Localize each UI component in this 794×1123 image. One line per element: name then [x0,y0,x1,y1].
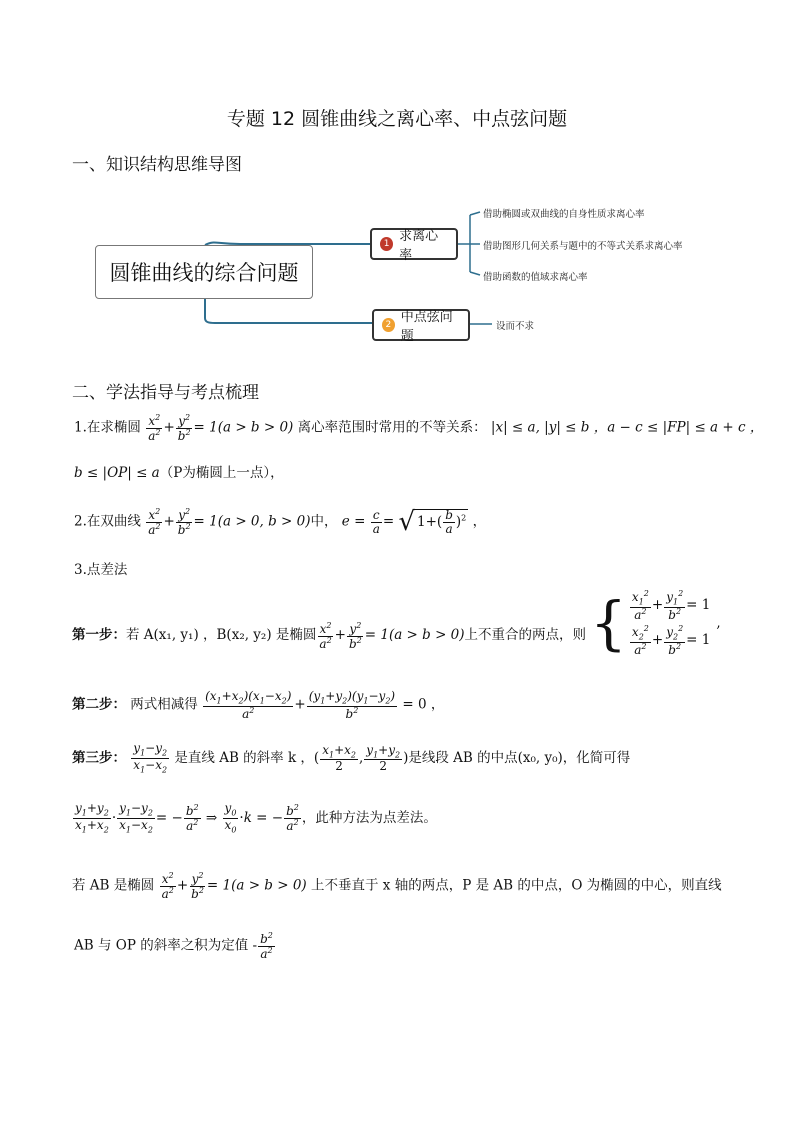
text: )是线段 AB 的中点(x₀, y₀)，化简可得 [403,749,631,766]
text: 是直线 AB 的斜率 k ，( [174,749,320,766]
step-3: 第三步： $\frac{y_1-y_2}{x_1-x_2}$ 是直线 AB 的斜率 k ，( $\frac{x_1+x_2}{2}$ , $\frac{y_1+y_2}{2}$ )是线段 AB 的中点(x₀, y₀)，化简可得 [72,741,631,775]
heading-point-difference: 3.点差法 [74,562,128,578]
text: ， [472,513,487,530]
conclusion: 若 AB 是椭圆 $\frac{x^2}{a^2}$ + $\frac{y^2}{b^2}$ = 1(a > b > 0) 上不垂直于 x 轴的两点，P 是 AB 的中点，O 为椭圆的中心，则直线 [72,871,722,901]
text: 若 A(x₁, y₁) ，B(x₂, y₂) 是椭圆 [126,627,317,644]
paragraph-2: 2.在双曲线 $\frac{x^2}{a^2}$ + $\frac{y^2}{b^2}$ = 1(a > 0, b > 0)中， e = $\frac{c}{a}$ = √ 1+( $\frac{b}{a}$ )$^2$ ， [74,507,487,538]
fraction: $\frac{y^2}{b^2}$ [348,621,362,651]
paragraph-1-line2 [74,467,284,481]
text: = 0 ， [402,696,445,713]
mindmap-leaf: 借助函数的值域求离心率 [483,272,588,283]
sqrt-body: 1+( $\frac{b}{a}$ )$^2$ [417,508,467,536]
fraction: $\frac{x^2}{a^2}$ [319,621,332,651]
fraction: $\frac{c}{a}$ [372,508,380,536]
mindmap-leaf: 借助椭圆或双曲线的自身性质求离心率 [483,209,645,220]
text: 1.在求椭圆 [74,419,141,436]
fraction: $\frac{y^2}{b^2}$ [177,507,191,537]
equation-system: { $\frac{x_1^2}{a^2}$ + $\frac{y_1^2}{b^2}$ = 1 $\frac{x_2^2}{a^2}$ + $\frac{y_2^2}{b^2}$ = 1 , [590,589,721,658]
step-label: 第二步： [72,696,126,713]
node-label: 求离心率 [399,229,439,263]
mindmap-node-eccentricity [370,228,458,263]
text: 两式相减得 [130,696,198,713]
paragraph-1: 1.在求椭圆 $\frac{x^2}{a^2}$ + $\frac{y^2}{b^2}$ = 1(a > b > 0) 离心率范围时常用的不等关系： |x| ≤ a, |y| ≤ b ，a − c ≤ |FP| ≤ a + c ， [74,413,764,443]
conclusion-line2 [74,932,276,960]
text: AB 与 OP 的斜率之积为定值 - [74,937,258,954]
node-label: 中点弦问题 [400,310,453,344]
math: b ≤ |OP| ≤ a [74,465,160,481]
mindmap-leaf: 借助图形几何关系与题中的不等式关系求离心率 [483,241,683,252]
step-2: 第二步： 两式相减得 $\frac{(x_1+x_2)(x_1-x_2)}{a^2}$ + $\frac{(y_1+y_2)(y_1-y_2)}{b^2}$ = 0 ， [72,689,445,721]
fraction: $\frac{(y_1+y_2)(y_1-y_2)}{b^2}$ [308,689,396,721]
math: = 1(a > b > 0) [364,627,465,644]
text: 若 AB 是椭圆 [72,877,155,894]
fraction: $\frac{x^2}{a^2}$ [148,507,161,537]
fraction: $\frac{x^2}{a^2}$ [148,413,161,443]
mindmap-leaf: 设而不求 [496,321,535,332]
math: |x| ≤ a, |y| ≤ b ，a − c ≤ |FP| ≤ a + c ， [490,419,764,436]
fraction: $\frac{(x_1+x_2)(x_1-x_2)}{a^2}$ [205,689,292,721]
text: ，此种方法为点差法。 [301,809,437,826]
section-heading-2: 二、学法指导与考点梳理 [72,383,259,403]
sqrt-symbol: √ [398,507,416,538]
fraction: $\frac{b^2}{a^2}$ [260,931,273,961]
step-label: 第一步： [72,627,126,644]
fraction: $\frac{x_1+x_2}{2}$ [322,742,356,774]
page-title: 专题 12 圆锥曲线之离心率、中点弦问题 [226,108,568,130]
text: 中， [310,513,338,530]
text: 上不重合的两点，则 [464,627,587,644]
fraction: $\frac{y_1-y_2}{x_1-x_2}$ [133,741,168,775]
math: = 1(a > 0, b > 0) [193,513,311,530]
math: = 1(a > b > 0) [193,419,294,436]
badge-1: 1 [380,237,393,251]
fraction: $\frac{y^2}{b^2}$ [191,871,204,901]
section-heading-1: 一、知识结构思维导图 [72,155,242,175]
step-3-line2: $\frac{y_1+y_2}{x_1+x_2}$ · $\frac{y_1-y_2}{x_1-x_2}$ = − $\frac{b^2}{a^2}$ ⇒ $\frac{y_0}{x_0}$ ·k = − $\frac{b^2}{a^2}$ ，此种方法为点差法。 [75,801,437,835]
fraction: $\frac{y_1+y_2}{2}$ [366,742,401,774]
mindmap-node-midpoint-chord [372,309,470,344]
fraction: $\frac{y^2}{b^2}$ [177,413,191,443]
text: 离心率范围时常用的不等关系： [297,419,487,436]
fraction: $\frac{x^2}{a^2}$ [161,871,174,901]
badge-2: 2 [382,318,395,332]
step-label: 第三步： [72,749,126,766]
text: 2.在双曲线 [74,513,141,530]
brace: { [590,589,627,658]
math: e = [341,513,366,530]
text: 上不垂直于 x 轴的两点，P 是 AB 的中点，O 为椭圆的中心，则直线 [311,877,722,894]
text: （P为椭圆上一点）， [159,465,284,481]
math: = 1(a > b > 0) [206,877,307,894]
mindmap-root: 圆锥曲线的综合问题 [95,245,313,299]
